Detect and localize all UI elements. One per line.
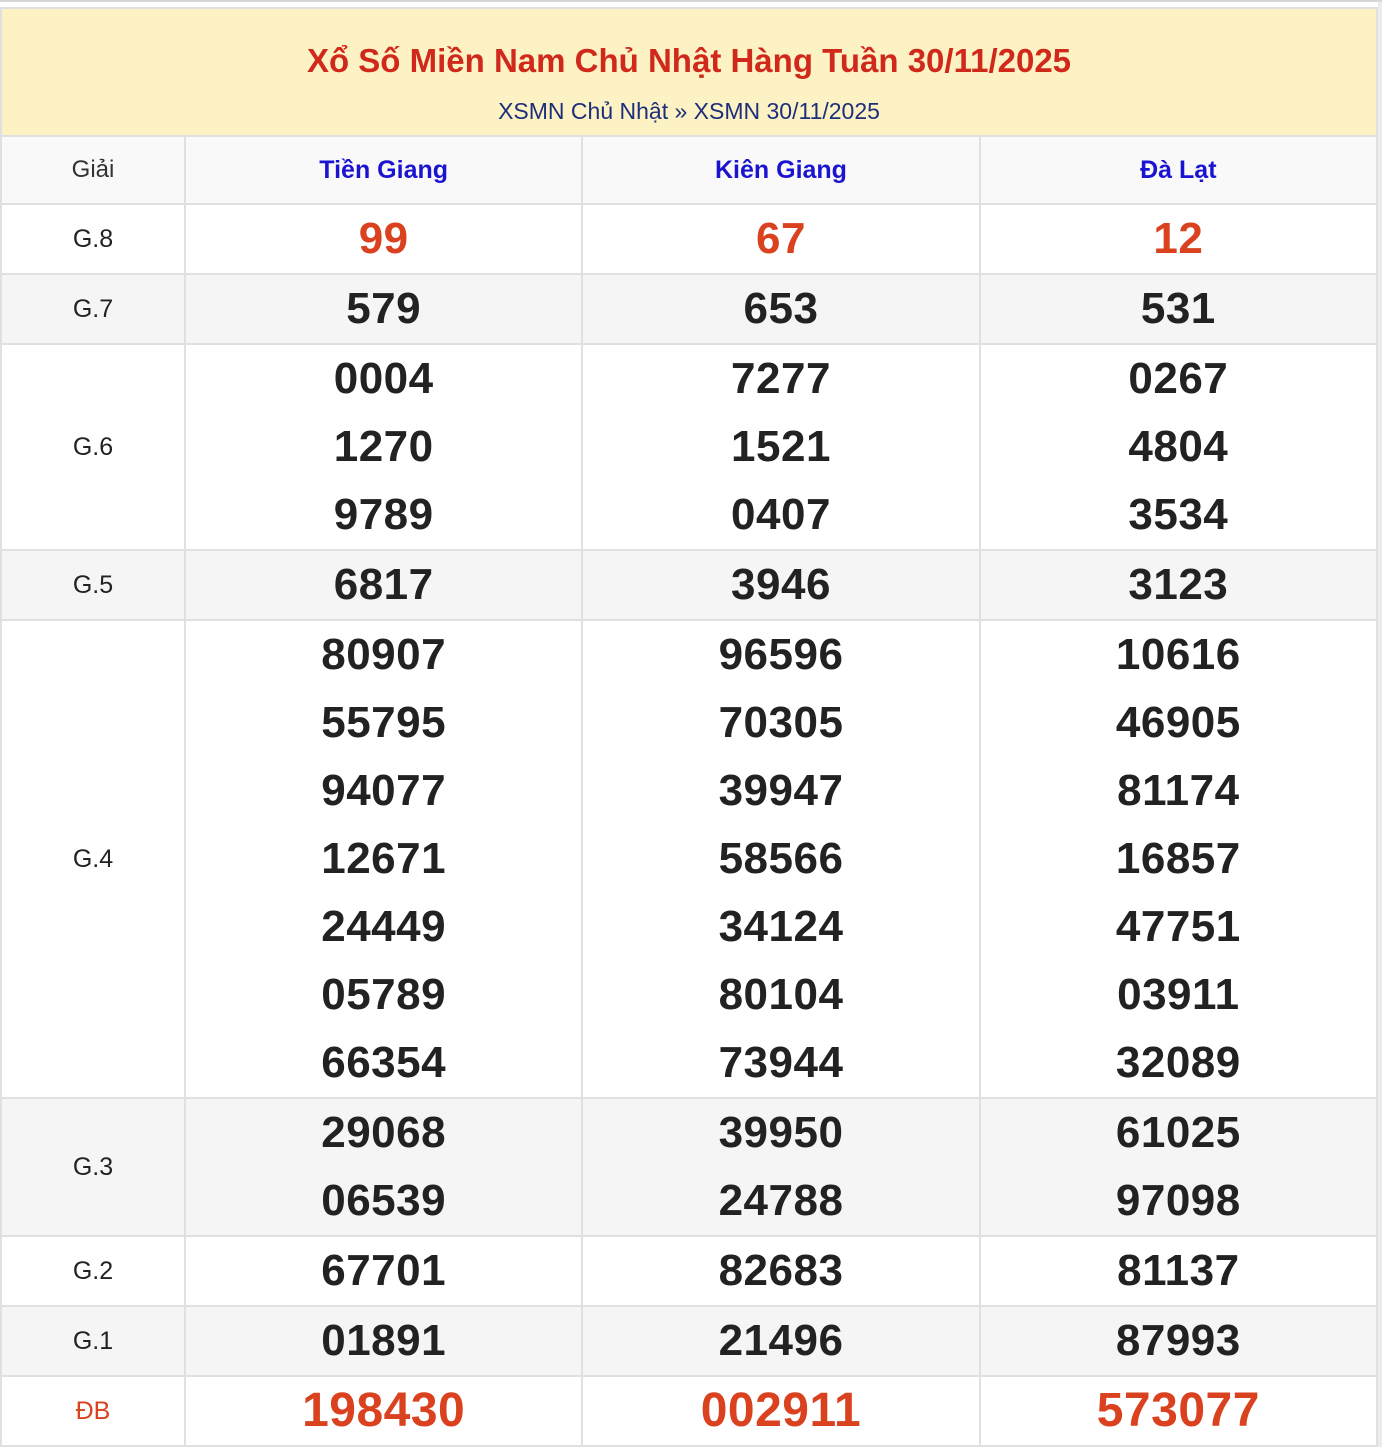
result-number: 87993 (1115, 1316, 1241, 1365)
breadcrumb-separator: » (674, 97, 688, 124)
result-number: 06539 (321, 1176, 447, 1225)
result-number: 16857 (1115, 834, 1241, 883)
result-number: 32089 (1115, 1038, 1241, 1087)
result-number: 6817 (333, 560, 434, 609)
result-cell-tien-giang (185, 1376, 582, 1446)
table-header-row (1, 136, 1377, 204)
result-cell-tien-giang (185, 204, 582, 274)
result-number: 58566 (718, 834, 844, 883)
result-number: 39947 (718, 766, 844, 815)
page-title: Xổ Số Miền Nam Chủ Nhật Hàng Tuần 30/11/2025 (306, 41, 1072, 79)
prize-label: G.6 (1, 344, 185, 550)
result-number: 4804 (1128, 422, 1229, 471)
result-number: 80104 (718, 970, 844, 1019)
banner-row (1, 8, 1377, 136)
result-number: 01891 (321, 1316, 447, 1365)
result-cell-da-lat (980, 344, 1377, 550)
result-number: 9789 (333, 490, 434, 539)
result-cell-tien-giang (185, 344, 582, 550)
result-number: 0004 (333, 354, 434, 403)
header-province-tien-giang[interactable]: Tiền Giang (185, 136, 582, 204)
result-cell-kien-giang (582, 274, 979, 344)
result-number: 24788 (718, 1176, 844, 1225)
result-number: 61025 (1115, 1108, 1241, 1157)
result-cell-tien-giang (185, 1098, 582, 1236)
table-row (1, 620, 1377, 1098)
result-number: 66354 (321, 1038, 447, 1087)
result-number: 10616 (1115, 630, 1241, 679)
header-province-da-lat[interactable]: Đà Lạt (980, 136, 1377, 204)
prize-label: G.5 (1, 550, 185, 620)
result-number: 531 (1140, 284, 1216, 333)
result-number: 24449 (321, 902, 447, 951)
result-cell-da-lat (980, 550, 1377, 620)
result-cell-kien-giang (582, 1306, 979, 1376)
result-number: 80907 (321, 630, 447, 679)
prize-label: ĐB (1, 1376, 185, 1446)
lottery-results-table (0, 7, 1378, 1447)
table-row (1, 274, 1377, 344)
result-number: 3946 (731, 560, 831, 609)
prize-label: G.1 (1, 1306, 185, 1376)
result-cell-da-lat (980, 1236, 1377, 1306)
result-cell-tien-giang (185, 1306, 582, 1376)
result-number: 002911 (700, 1384, 862, 1437)
result-number: 39950 (718, 1108, 844, 1157)
result-cell-tien-giang (185, 1236, 582, 1306)
result-cell-da-lat (980, 204, 1377, 274)
result-number: 70305 (718, 698, 844, 747)
table-row (1, 550, 1377, 620)
results-container (0, 7, 1378, 1447)
result-cell-da-lat (980, 274, 1377, 344)
banner (1, 8, 1377, 136)
result-cell-kien-giang (582, 1376, 979, 1446)
result-number: 3534 (1128, 490, 1229, 539)
result-number: 34124 (718, 902, 844, 951)
result-cell-da-lat (980, 1306, 1377, 1376)
result-number: 67701 (321, 1246, 447, 1295)
breadcrumb (2, 97, 1376, 125)
result-number: 0267 (1128, 354, 1229, 403)
result-number: 21496 (718, 1316, 844, 1365)
result-number: 46905 (1115, 698, 1241, 747)
result-number: 03911 (1117, 970, 1240, 1019)
result-cell-tien-giang (185, 550, 582, 620)
table-row (1, 1236, 1377, 1306)
breadcrumb-link-xsmn-date[interactable]: XSMN 30/11/2025 (693, 97, 880, 124)
result-number: 653 (743, 284, 819, 333)
result-number: 7277 (731, 354, 831, 403)
result-number: 47751 (1115, 902, 1241, 951)
result-cell-kien-giang (582, 204, 979, 274)
result-number: 96596 (718, 630, 844, 679)
result-number: 12671 (321, 834, 447, 883)
result-cell-da-lat (980, 1376, 1377, 1446)
result-number: 67 (756, 214, 806, 263)
result-number: 94077 (321, 766, 447, 815)
result-number: 73944 (718, 1038, 844, 1087)
result-number: 29068 (321, 1108, 447, 1157)
result-number: 05789 (321, 970, 447, 1019)
result-number: 81137 (1117, 1246, 1240, 1295)
result-cell-kien-giang (582, 344, 979, 550)
table-row (1, 344, 1377, 550)
result-number: 82683 (718, 1246, 844, 1295)
table-row (1, 1376, 1377, 1446)
result-number: 0407 (731, 490, 831, 539)
result-cell-tien-giang (185, 274, 582, 344)
prize-label: G.2 (1, 1236, 185, 1306)
result-number: 3123 (1128, 560, 1229, 609)
prize-label: G.3 (1, 1098, 185, 1236)
result-number: 97098 (1115, 1176, 1241, 1225)
result-number: 1270 (333, 422, 434, 471)
result-cell-kien-giang (582, 620, 979, 1098)
result-number: 99 (358, 214, 409, 263)
result-cell-kien-giang (582, 1236, 979, 1306)
result-number: 81174 (1117, 766, 1240, 815)
prize-label: G.4 (1, 620, 185, 1098)
prize-label: G.8 (1, 204, 185, 274)
result-cell-da-lat (980, 1098, 1377, 1236)
result-number: 12 (1153, 214, 1204, 263)
result-number: 579 (346, 284, 422, 333)
table-row (1, 204, 1377, 274)
result-cell-da-lat (980, 620, 1377, 1098)
table-row (1, 1306, 1377, 1376)
result-number: 198430 (302, 1384, 466, 1437)
result-number: 573077 (1096, 1384, 1260, 1437)
result-number: 55795 (321, 698, 447, 747)
header-prize: Giải (1, 136, 185, 204)
result-cell-kien-giang (582, 1098, 979, 1236)
breadcrumb-link-xsmn-chu-nhat[interactable]: XSMN Chủ Nhật (498, 97, 669, 124)
header-province-kien-giang[interactable]: Kiên Giang (582, 136, 979, 204)
prize-label: G.7 (1, 274, 185, 344)
table-row (1, 1098, 1377, 1236)
page-top-border (0, 0, 1382, 2)
scrollbar-track[interactable] (1378, 2, 1382, 1447)
result-number: 1521 (731, 422, 831, 471)
result-cell-tien-giang (185, 620, 582, 1098)
result-cell-kien-giang (582, 550, 979, 620)
